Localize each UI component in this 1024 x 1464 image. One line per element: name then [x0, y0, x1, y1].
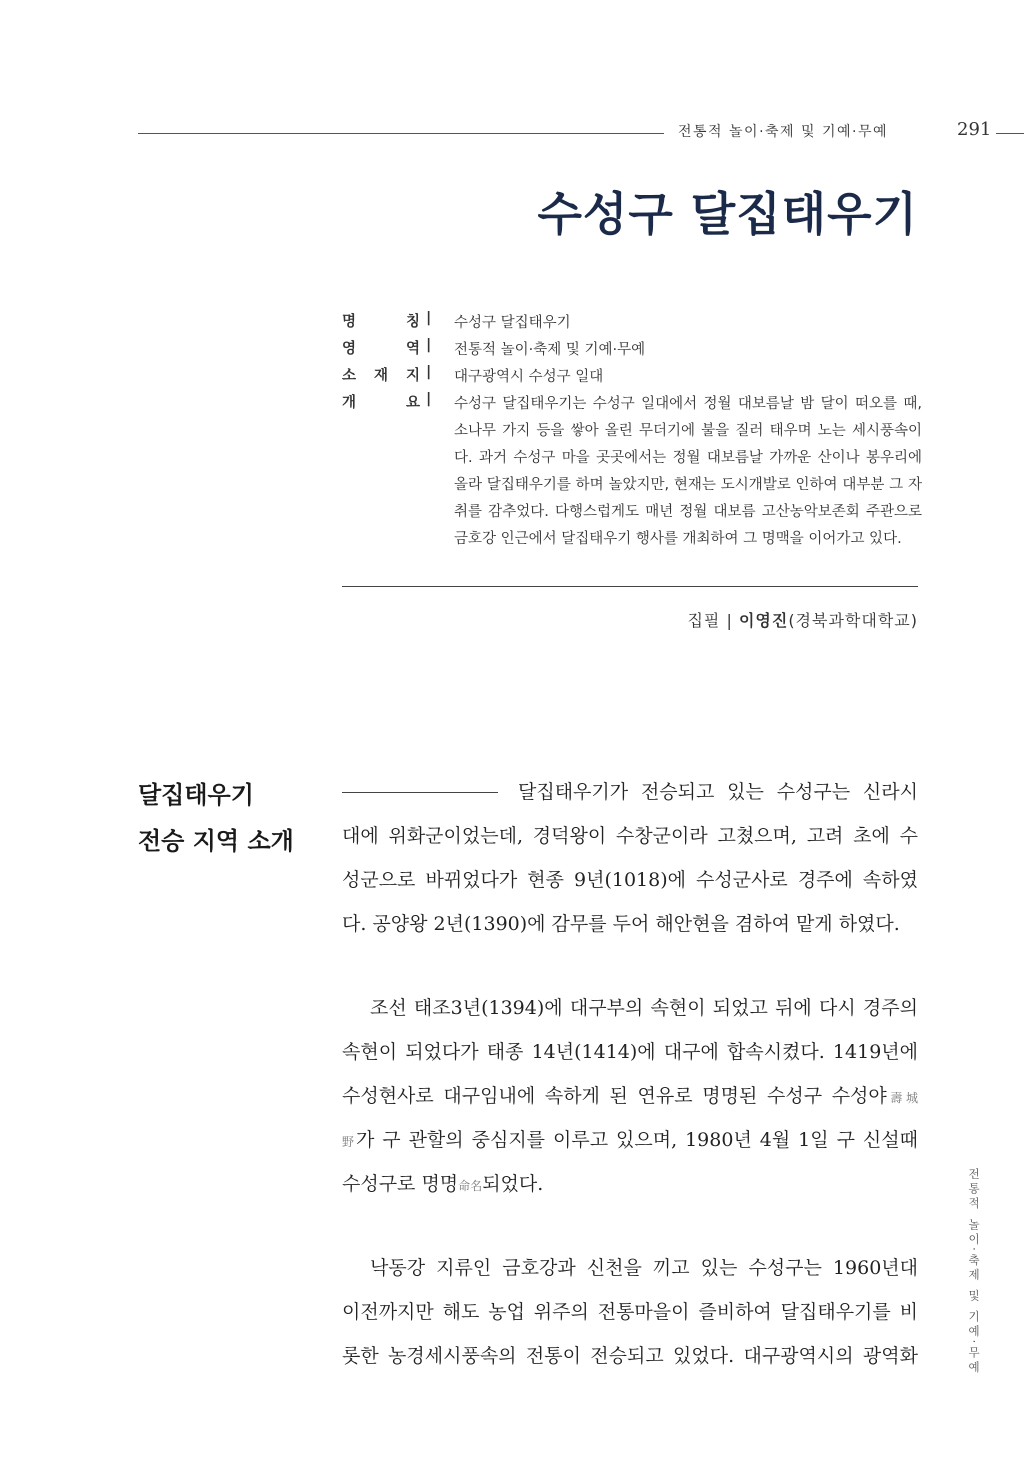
body-text: 수성구로 명명 — [342, 1173, 459, 1195]
body-line — [342, 1074, 918, 1118]
side-tab-label: 전통적 놀이·축제 및 기예·무예 — [967, 1168, 981, 1376]
meta-row-name — [342, 310, 922, 337]
section-heading — [138, 772, 294, 864]
meta-key-location: 소 재 지 — [342, 368, 420, 384]
meta-value-domain: 전통적 놀이·축제 및 기예·무예 — [454, 342, 646, 358]
author-affiliation: (경북과학대학교) — [788, 611, 918, 630]
body-line: 성군으로 바뀌었다가 현종 9년(1018)에 수성군사로 경주에 속하였 — [342, 869, 918, 891]
author-separator: | — [726, 611, 733, 630]
body-line: 다. 공양왕 2년(1390)에 감무를 두어 해안현을 겸하여 맡게 하였다. — [342, 913, 900, 935]
meta-row-domain — [342, 337, 922, 364]
meta-row-summary — [342, 391, 922, 581]
body-line — [342, 1118, 918, 1162]
meta-separator: | — [426, 310, 432, 326]
meta-separator: | — [426, 391, 432, 407]
section-heading-line: 달집태우기 — [138, 780, 254, 809]
body-text: 수성현사로 대구임내에 속하게 된 연유로 명명된 수성구 수성야 — [342, 1085, 887, 1107]
meta-key-summary: 개 요 — [342, 395, 420, 411]
body-lead-rule — [342, 792, 498, 793]
meta-divider — [342, 586, 918, 587]
meta-value-name: 수성구 달집태우기 — [454, 315, 571, 331]
page-title: 수성구 달집태우기 — [537, 187, 918, 241]
meta-value-location: 대구광역시 수성구 일대 — [454, 369, 604, 385]
body-line: 이전까지만 해도 농업 위주의 전통마을이 즐비하여 달집태우기를 비 — [342, 1301, 918, 1323]
body-text: 가 구 관할의 중심지를 이루고 있으며, 1980년 4월 1일 구 신설때 — [355, 1129, 918, 1151]
body-line: 대에 위화군이었는데, 경덕왕이 수창군이라 고쳤으며, 고려 초에 수 — [342, 825, 918, 847]
author-name: 이영진 — [738, 611, 789, 630]
hanja-gloss: 命名 — [458, 1179, 483, 1193]
meta-key-name: 명 칭 — [342, 314, 420, 330]
hanja-gloss: 野 — [342, 1135, 356, 1149]
meta-separator: | — [426, 337, 432, 353]
meta-separator: | — [426, 364, 432, 380]
page-number: 291 — [957, 119, 992, 140]
meta-row-location — [342, 364, 922, 391]
body-line: 조선 태조3년(1394)에 대구부의 속현이 되었고 뒤에 다시 경주의 — [370, 997, 918, 1019]
body-line: 낙동강 지류인 금호강과 신천을 끼고 있는 수성구는 1960년대 — [370, 1257, 918, 1279]
header-rule-left — [138, 133, 664, 134]
hanja-gloss: 壽城 — [886, 1091, 918, 1105]
body-line: 롯한 농경세시풍속의 전통이 전승되고 있었다. 대구광역시의 광역화 — [342, 1345, 918, 1367]
body-line: 속현이 되었다가 태종 14년(1414)에 대구에 합속시켰다. 1419년에 — [342, 1041, 918, 1063]
author-credit — [687, 608, 918, 631]
section-heading-line: 전승 지역 소개 — [138, 826, 294, 855]
body-line — [342, 1162, 918, 1206]
body-text: 되었다. — [482, 1173, 544, 1195]
author-label: 집필 — [687, 611, 721, 630]
meta-key-domain: 영 역 — [342, 341, 420, 357]
header-rule-right — [996, 133, 1024, 134]
meta-value-summary: 수성구 달집태우기는 수성구 일대에서 정월 대보름날 밤 달이 떠오를 때, 소나무 가지 등을 쌓아 올린 무더기에 불을 질러 태우며 노는 세시풍속이다. 과거 수성구 마을 곳곳에서는 정월 대보름날 가까운 산이나 봉우리에 올라 달집태우기를 하며 놀았지만, 현재는 도시개발로 인하여 대부분 그 자취를 감추었다. 다행스럽게도 매년 정월 대보름 고산농악보존회 주관으로 금호강 인근에서 달집태우기 행사를 개최하여 그 명맥을 이어가고 있다. — [454, 396, 922, 547]
body-line: 달집태우기가 전승되고 있는 수성구는 신라시 — [518, 781, 918, 803]
running-header-section: 전통적 놀이·축제 및 기예·무예 — [678, 124, 889, 140]
